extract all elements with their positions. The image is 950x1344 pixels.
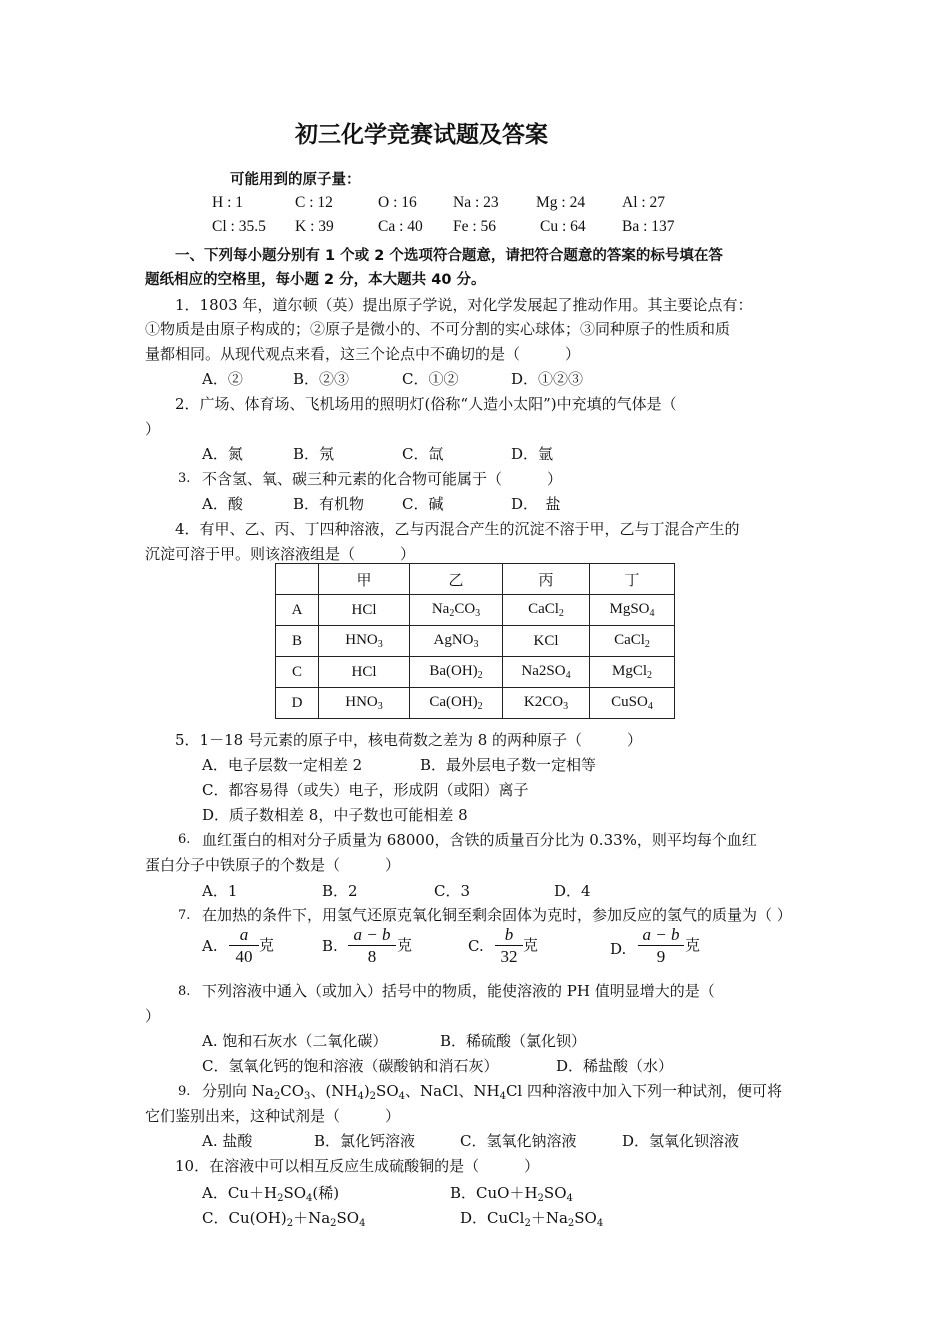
table-cell: HCl xyxy=(319,595,410,626)
table-cell: MgCl$_2$ xyxy=(590,657,675,688)
mass-item: O : 16 xyxy=(378,194,417,211)
question-text: 2．广场、体育场、飞机场用的照明灯(俗称“人造小太阳”)中充填的气体是（ xyxy=(175,395,677,413)
question-text: ①物质是由原子构成的；②原子是微小的、不可分割的实心球体；③同种原子的性质和质 xyxy=(145,320,731,338)
mass-item: Fe : 56 xyxy=(453,218,497,235)
question-text: 在加热的条件下，用氢气还原克氧化铜至剩余固体为克时，参加反应的氢气的质量为（ ） xyxy=(202,906,792,924)
option-a-label: A. xyxy=(202,937,218,955)
option-a: A．$Cu+H_2SO_4$(稀) xyxy=(202,1184,340,1204)
table-cell: $HNO_3$ xyxy=(319,688,410,719)
question-number: 8. xyxy=(178,984,191,999)
table-header-row xyxy=(276,564,675,595)
option-b: B．最外层电子数一定相等 xyxy=(420,756,597,774)
mass-item: C : 12 xyxy=(295,194,333,211)
table-cell: AgNO$_3$ xyxy=(410,626,503,657)
option-a: A．1 xyxy=(202,882,238,900)
table-cell: HCl xyxy=(319,657,410,688)
unit: 克 xyxy=(397,936,413,954)
option-d: D．$CuCl_2+Na_2SO_4$ xyxy=(460,1209,604,1229)
row-label: D xyxy=(276,688,319,719)
atomic-mass-label: 可能用到的原子量： xyxy=(230,172,361,188)
option-c: C．氢氧化钙的饱和溶液（碳酸钠和消石灰） xyxy=(202,1057,499,1075)
question-text: 1．1803 年，道尔顿（英）提出原子学说，对化学发展起了推动作用。其主要论点有： xyxy=(175,296,753,314)
mass-item: Cu : 64 xyxy=(540,218,586,235)
question-number: 6. xyxy=(178,832,191,847)
table-header-cell: 丁 xyxy=(590,564,675,595)
question-text: 蛋白分子中铁原子的个数是（ ） xyxy=(145,856,401,874)
question-text: 不含氢、氧、碳三种元素的化合物可能属于（ ） xyxy=(202,470,563,488)
mass-item: Ba : 137 xyxy=(622,218,675,235)
denominator: 32 xyxy=(500,947,518,966)
table-cell: CaCl$_2$ xyxy=(590,626,675,657)
unit: 克 xyxy=(523,936,539,954)
option-a: A．电子层数一定相差 2 xyxy=(202,756,363,774)
denominator: 9 xyxy=(656,947,666,966)
table-header-cell xyxy=(276,564,319,595)
table-row xyxy=(276,595,675,626)
question-text: 量都相同。从现代观点来看，这三个论点中不确切的是（ ） xyxy=(145,345,581,363)
table-cell: $Ca(OH)_2$ xyxy=(410,688,503,719)
option-a: A．氮 xyxy=(202,445,243,463)
question-text: 分别向 $Na_2CO_3$、$(NH_4)_2SO_4$、NaCl、$NH_4Cl$ 四种溶液中加入下列一种试剂，便可将 xyxy=(202,1082,782,1102)
option-a: A．② xyxy=(202,370,243,388)
table-header-cell: 甲 xyxy=(319,564,410,595)
table-cell: CaCl$_2$ xyxy=(503,595,590,626)
option-d: D．4 xyxy=(554,882,591,900)
option-c: C．3 xyxy=(434,882,471,900)
question-text: ） xyxy=(145,420,161,438)
question-text: 10．在溶液中可以相互反应生成硫酸铜的是（ ） xyxy=(175,1157,540,1175)
question-number: 7. xyxy=(178,908,191,923)
option-c: C．碱 xyxy=(402,495,444,513)
question-text: 下列溶液中通入（或加入）括号中的物质，能使溶液的 PH 值明显增大的是（ xyxy=(202,982,715,1000)
option-c: C．氙 xyxy=(402,445,444,463)
question-text: ） xyxy=(145,1007,161,1025)
option-d-label: D. xyxy=(610,940,627,958)
option-c: C．①② xyxy=(402,370,459,388)
option-b: B．$CuO+H_2SO_4$ xyxy=(450,1184,573,1204)
option-d: D．①②③ xyxy=(511,370,584,388)
fraction-c xyxy=(495,925,523,968)
option-a: A. 盐酸 xyxy=(202,1132,253,1150)
fraction-a xyxy=(229,925,259,968)
table-cell: $Ba(OH)_2$ xyxy=(410,657,503,688)
option-d: D． 盐 xyxy=(511,495,561,513)
option-b-label: B. xyxy=(322,937,338,955)
option-c: C．$Cu(OH)_2+Na_2SO_4$ xyxy=(202,1209,366,1229)
option-d: D．氩 xyxy=(511,445,554,463)
question-text: 4．有甲、乙、丙、丁四种溶液，乙与丙混合产生的沉淀不溶于甲，乙与丁混合产生的 xyxy=(175,520,740,538)
option-b: B．②③ xyxy=(293,370,350,388)
option-a: A．酸 xyxy=(202,495,243,513)
option-a: A. 饱和石灰水（二氧化碳） xyxy=(202,1032,388,1050)
question-text: 它们鉴别出来，这种试剂是（ ） xyxy=(145,1107,401,1125)
numerator: a − b xyxy=(642,925,680,944)
option-c: C．氢氧化钠溶液 xyxy=(460,1132,577,1150)
unit: 克 xyxy=(685,936,701,954)
question-text: 5．1－18 号元素的原子中，核电荷数之差为 8 的两种原子（ ） xyxy=(175,731,643,749)
mass-item: Cl : 35.5 xyxy=(212,218,266,235)
section-heading-line-1: 一、下列每小题分别有 1 个或 2 个选项符合题意，请把符合题意的答案的标号填在答 xyxy=(175,248,723,264)
unit: 克 xyxy=(259,936,275,954)
row-label: C xyxy=(276,657,319,688)
fraction-b xyxy=(348,925,396,968)
mass-item: Al : 27 xyxy=(622,194,666,211)
mass-item: Mg : 24 xyxy=(536,194,586,211)
mass-item: Ca : 40 xyxy=(378,218,423,235)
option-b: B．稀硫酸（氯化钡） xyxy=(440,1032,587,1050)
denominator: 40 xyxy=(235,947,253,966)
question-text: 血红蛋白的相对分子质量为 68000，含铁的质量百分比为 0.33%，则平均每个血红 xyxy=(202,831,757,849)
table-cell: MgSO$_4$ xyxy=(590,595,675,626)
option-c: C．都容易得（或失）电子，形成阴（或阳）离子 xyxy=(202,781,529,799)
option-c-label: C. xyxy=(468,937,484,955)
table-header-cell: 丙 xyxy=(503,564,590,595)
row-label: B xyxy=(276,626,319,657)
option-d: D．氢氧化钡溶液 xyxy=(622,1132,740,1150)
table-row xyxy=(276,688,675,719)
question-text: 沉淀可溶于甲。则该溶液组是（ ） xyxy=(145,545,416,563)
mass-item: Na : 23 xyxy=(453,194,499,211)
fraction-d xyxy=(638,925,684,968)
table-header-cell: 乙 xyxy=(410,564,503,595)
table-row xyxy=(276,626,675,657)
denominator: 8 xyxy=(367,947,377,966)
question-number: 9. xyxy=(178,1084,191,1099)
option-b: B．有机物 xyxy=(293,495,365,513)
section-heading-line-2: 题纸相应的空格里，每小题 2 分，本大题共 40 分。 xyxy=(145,272,486,288)
table-cell: $K2CO_3$ xyxy=(503,688,590,719)
numerator: a − b xyxy=(353,925,391,944)
numerator: b xyxy=(504,925,514,944)
option-b: B．氖 xyxy=(293,445,335,463)
table-cell: $HNO_3$ xyxy=(319,626,410,657)
table-row xyxy=(276,657,675,688)
row-label: A xyxy=(276,595,319,626)
table-cell: KCl xyxy=(503,626,590,657)
mass-item: K : 39 xyxy=(295,218,334,235)
table-cell: $Na2SO_4$ xyxy=(503,657,590,688)
option-b: B．2 xyxy=(322,882,358,900)
option-d: D．质子数相差 8，中子数也可能相差 8 xyxy=(202,806,468,824)
table-cell: $Na_2CO_3$ xyxy=(410,595,503,626)
table-cell: CuSO$_4$ xyxy=(590,688,675,719)
reagent-table xyxy=(275,563,675,719)
option-d: D．稀盐酸（水） xyxy=(556,1057,674,1075)
numerator: a xyxy=(239,925,249,944)
page-title: 初三化学竞赛试题及答案 xyxy=(295,122,548,148)
question-number: 3. xyxy=(178,471,191,486)
option-b: B．氯化钙溶液 xyxy=(314,1132,416,1150)
mass-item: H : 1 xyxy=(212,194,243,211)
